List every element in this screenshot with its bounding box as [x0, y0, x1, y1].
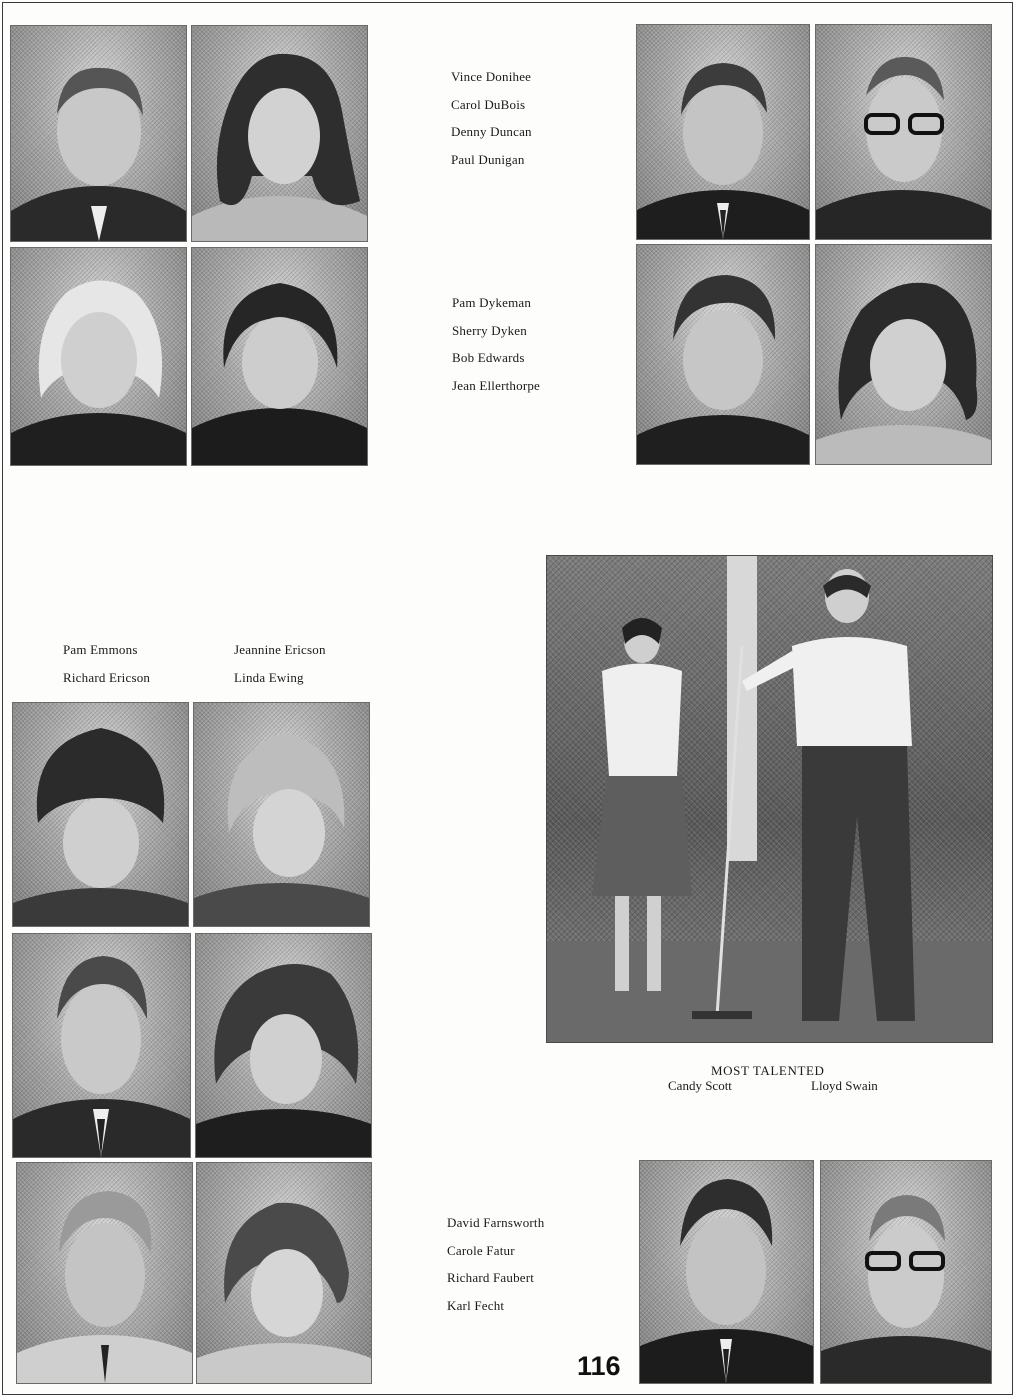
student-name: Bob Edwards	[452, 350, 525, 365]
feature-left-name: Candy Scott	[668, 1078, 732, 1093]
student-name: Karl Fecht	[447, 1297, 505, 1313]
portrait-photo	[193, 702, 370, 927]
feature-title: MOST TALENTED	[711, 1063, 825, 1078]
portrait-photo	[191, 247, 368, 466]
portrait-photo	[820, 1160, 992, 1384]
portrait-photo	[196, 1162, 372, 1384]
portrait-photo	[639, 1160, 814, 1384]
student-name: Jeannine Ericson	[234, 642, 326, 657]
page-number: 116	[577, 1351, 621, 1381]
student-name: Sherry Dyken	[452, 322, 527, 338]
portrait-photo	[815, 24, 992, 240]
student-name: Jean Ellerthorpe	[452, 377, 541, 393]
student-name: Carol DuBois	[451, 96, 526, 112]
student-name: Pam Dykeman	[452, 295, 532, 310]
name-list-middle-left	[63, 636, 150, 691]
most-talented-photo	[546, 555, 993, 1043]
student-name: Richard Faubert	[447, 1270, 535, 1285]
name-list-second	[452, 289, 540, 399]
portrait-photo	[636, 244, 810, 465]
portrait-photo	[815, 244, 992, 465]
name-list-middle-right	[234, 636, 326, 691]
student-name: Paul Dunigan	[451, 151, 525, 167]
student-name: David Farnsworth	[447, 1215, 545, 1230]
student-name: Linda Ewing	[234, 669, 304, 685]
name-list-top	[451, 63, 532, 173]
name-list-bottom	[447, 1209, 544, 1319]
student-name: Vince Donihee	[451, 69, 532, 84]
portrait-photo	[10, 25, 187, 242]
feature-right-name: Lloyd Swain	[811, 1078, 878, 1093]
portrait-photo	[10, 247, 187, 466]
portrait-photo	[16, 1162, 193, 1384]
portrait-photo	[191, 25, 368, 242]
student-name: Denny Duncan	[451, 124, 532, 139]
portrait-photo	[195, 933, 372, 1158]
portrait-photo	[12, 933, 191, 1158]
student-name: Carole Fatur	[447, 1242, 515, 1258]
student-name: Richard Ericson	[63, 669, 151, 685]
portrait-photo	[12, 702, 189, 927]
student-name: Pam Emmons	[63, 642, 138, 657]
portrait-photo	[636, 24, 810, 240]
